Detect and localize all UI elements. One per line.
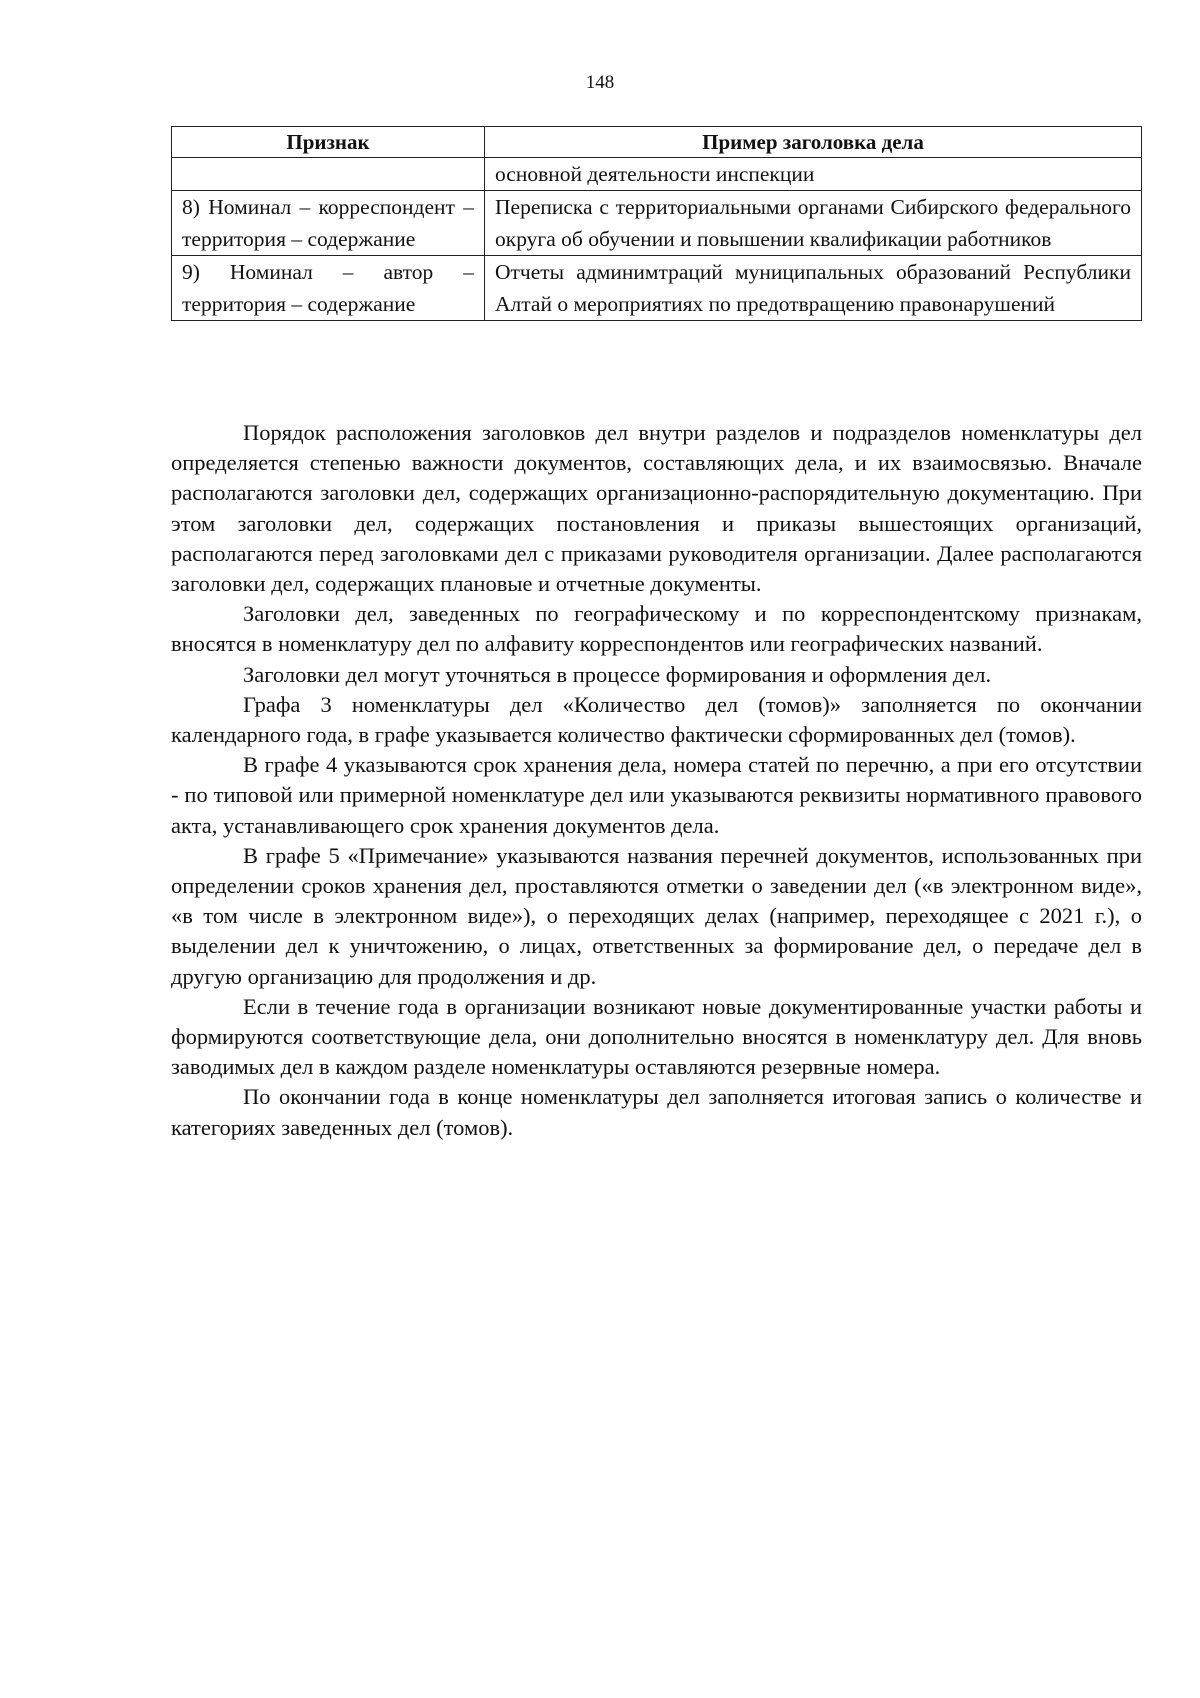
table-cell-example: Переписка с территориальными органами Сибирского федерального округа об обучении и повышении квалификации работников	[485, 191, 1142, 256]
paragraph: Заголовки дел могут уточняться в процессе формирования и оформления дел.	[243, 661, 992, 687]
paragraph: Порядок расположения заголовков дел внутри разделов и подразделов номенклатуры дел определяется степенью важности документов, составляющих дела, и их взаимосвязью. Вначале располагаются заголовки дел, содержащих организационно-распорядительную документацию. При этом заголовки дел, содержащих постановления и приказы вышестоящих организаций, располагаются перед заголовками дел с приказами руководителя организации. Далее располагаются заголовки дел, содержащих плановые и отчетные документы.	[171, 420, 1142, 597]
body-text	[171, 418, 1142, 1143]
paragraph: По окончании года в конце номенклатуры дел заполняется итоговая запись о количестве и категориях заведенных дел (томов).	[171, 1084, 1142, 1140]
page-number: 148	[585, 72, 615, 93]
column-header-sign: Признак	[172, 127, 485, 158]
paragraph: Заголовки дел, заведенных по географическому и по корреспондентскому признакам, вносятся в номенклатуру дел по алфавиту корреспондентов или географических названий.	[171, 601, 1142, 657]
table-row	[172, 191, 1142, 256]
paragraph: В графе 4 указываются срок хранения дела, номера статей по перечню, а при его отсутствии - по типовой или примерной номенклатуре дел или указываются реквизиты нормативного правового акта, устанавливающего срок хранения документов дела.	[171, 752, 1142, 838]
table-cell-sign: 9) Номинал – автор – территория – содержание	[172, 256, 485, 321]
column-header-example: Пример заголовка дела	[485, 127, 1142, 158]
table-header-row	[172, 127, 1142, 158]
table-row	[172, 158, 1142, 191]
table-cell-example: основной деятельности инспекции	[485, 158, 1142, 191]
paragraph: Графа 3 номенклатуры дел «Количество дел (томов)» заполняется по окончании календарного года, в графе указывается количество фактически сформированных дел (томов).	[171, 691, 1142, 748]
table-row	[172, 256, 1142, 321]
table-cell-sign: 8) Номинал – корреспондент – территория – содержание	[172, 191, 485, 256]
table-cell-example: Отчеты админимтраций муниципальных образований Республики Алтай о мероприятиях по предотвращению правонарушений	[485, 256, 1142, 321]
table-cell-sign	[172, 158, 485, 191]
paragraph: В графе 5 «Примечание» указываются названия перечней документов, использованных при определении сроков хранения дел, проставляются отметки о заведении дел («в электронном виде», «в том числе в электронном виде»), о переходящих делах (например, переходящее с 2021 г.), о выделении дел к уничтожению, о лицах, ответственных за формирование дел, о передаче дел в другую организацию для продолжения и др.	[171, 842, 1142, 989]
paragraph: Если в течение года в организации возникают новые документированные участки работы и формируются соответствующие дела, они дополнительно вносятся в номенклатуру дел. Для вновь заводимых дел в каждом разделе номенклатуры оставляются резервные номера.	[171, 993, 1142, 1080]
examples-table	[171, 126, 1142, 321]
